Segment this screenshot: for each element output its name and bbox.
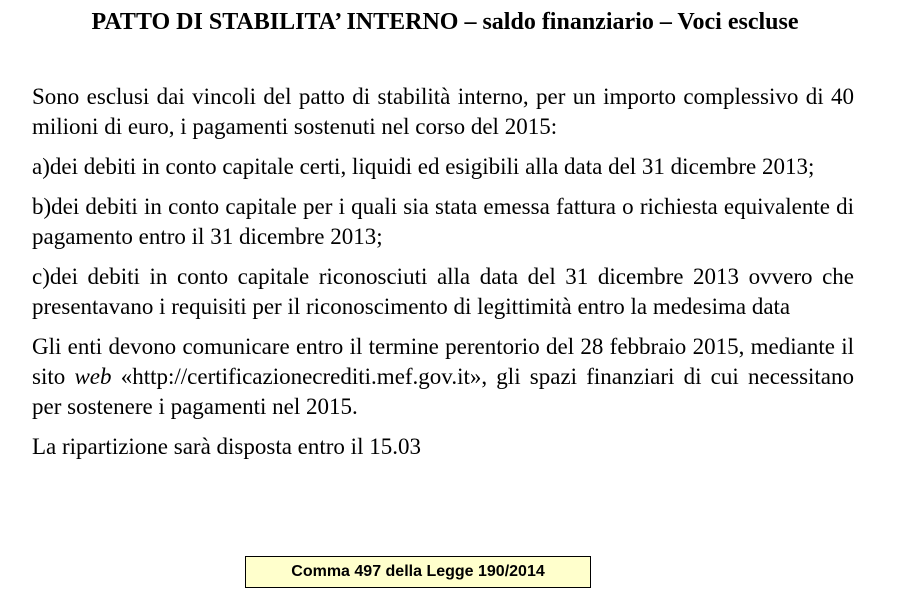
- item-a-paragraph: a)dei debiti in conto capitale certi, liquidi ed esigibili alla data del 31 dicembre 2013;: [32, 154, 815, 179]
- body-text: [32, 82, 854, 472]
- communication-paragraph: [32, 332, 854, 422]
- communication-text-before: Gli enti devono comunicare entro il termine perentorio del 28 febbraio 2015, mediante il sito: [32, 334, 854, 389]
- intro-paragraph: Sono esclusi dai vincoli del patto di stabilità interno, per un importo complessivo di 40 milioni di euro, i pagamenti sostenuti nel corso del 2015:: [32, 84, 854, 139]
- legal-reference-box: [245, 556, 591, 588]
- slide-title: PATTO DI STABILITA’ INTERNO – saldo finanziario – Voci escluse: [91, 9, 799, 35]
- communication-text-italic: web: [74, 364, 112, 389]
- communication-text-after: «http://certificazionecrediti.mef.gov.it», gli spazi finanziari di cui necessitano per sostenere i pagamenti nel 2015.: [32, 364, 855, 419]
- item-b-paragraph: b)dei debiti in conto capitale per i quali sia stata emessa fattura o richiesta equivalente di pagamento entro il 31 dicembre 2013;: [32, 194, 854, 249]
- legal-reference-label: Comma 497 della Legge 190/2014: [291, 563, 545, 580]
- item-c-paragraph: c)dei debiti in conto capitale riconosciuti alla data del 31 dicembre 2013 ovvero che presentavano i requisiti per il riconoscimento di legittimità entro la medesima data: [32, 264, 854, 319]
- allocation-paragraph: La ripartizione sarà disposta entro il 15.03: [32, 434, 421, 459]
